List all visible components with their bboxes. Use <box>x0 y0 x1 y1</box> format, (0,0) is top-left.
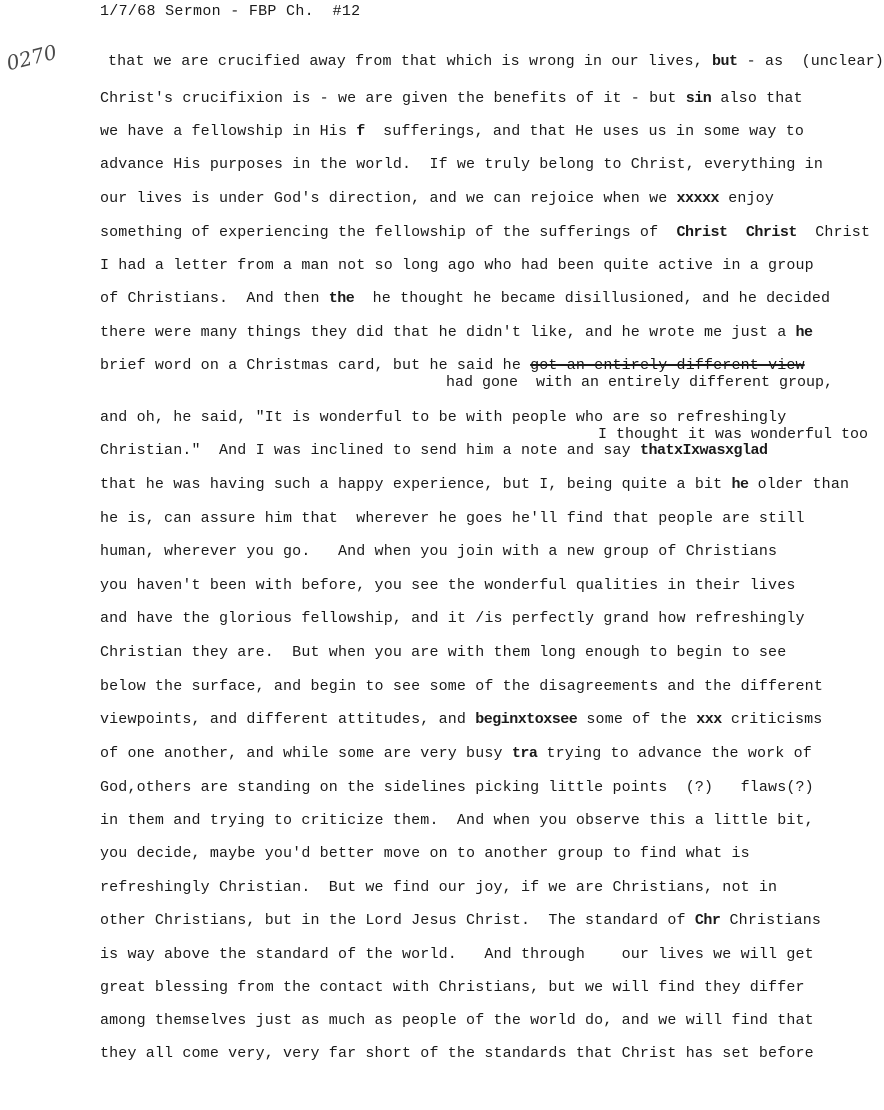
text-line <box>100 1012 814 1030</box>
insertion-line-1: had gone with an entirely different group, <box>446 374 834 391</box>
line-text: there were many things they did that he didn't like, and he wrote me just a <box>100 324 796 341</box>
line-text: they all come very, very far short of the standards that Christ has set before <box>100 1045 814 1062</box>
text-line <box>100 678 823 696</box>
line-text: human, wherever you go. And when you join with a new group of Christians <box>100 543 778 560</box>
line-text: of one another, and while some are very busy <box>100 745 512 762</box>
line-text: trying to advance the work of <box>537 745 812 762</box>
text-line <box>100 123 804 141</box>
strikeout-text: Christ <box>745 224 797 241</box>
line-text: in them and trying to criticize them. And when you observe this a little bit, <box>100 812 814 829</box>
line-text: Christian they are. But when you are with them long enough to begin to see <box>100 644 787 661</box>
text-line <box>100 979 805 997</box>
line-text: among themselves just as much as people of the world do, and we will find that <box>100 1012 814 1029</box>
line-text <box>728 224 746 241</box>
text-line <box>100 912 821 930</box>
line-text: God,others are standing on the sidelines picking little points (?) flaws(?) <box>100 779 814 796</box>
text-line <box>100 442 767 460</box>
strikeout-text: tra <box>511 745 538 762</box>
line-text: of Christians. And then <box>100 290 329 307</box>
line-text: Christ <box>796 224 871 241</box>
archive-number-mark: 0270 <box>4 39 60 76</box>
line-text: our lives is under God's direction, and we can rejoice when we <box>100 190 677 207</box>
line-text: great blessing from the contact with Christians, but we will find they differ <box>100 979 805 996</box>
line-text: he is, can assure him that wherever he goes he'll find that people are still <box>100 510 805 527</box>
strikeout-text: sin <box>685 90 712 107</box>
text-line <box>100 946 814 964</box>
line-text: something of experiencing the fellowship of the sufferings of <box>100 224 677 241</box>
strikeout-text: Christ <box>676 224 728 241</box>
insertion-line-2: I thought it was wonderful too <box>598 426 869 443</box>
strikeout-text: he <box>731 476 749 493</box>
text-line <box>100 879 777 897</box>
text-line <box>108 53 884 71</box>
line-text: some of the <box>577 711 697 728</box>
strikeout-text: the <box>328 290 355 307</box>
text-line <box>100 324 813 342</box>
line-text: that he was having such a happy experience, but I, being quite a bit <box>100 476 732 493</box>
text-line <box>100 224 870 242</box>
line-text: is way above the standard of the world. And through our lives we will get <box>100 946 814 963</box>
strikeout-text: thatxIxwasxglad <box>639 442 768 459</box>
text-line <box>100 510 805 528</box>
text-line <box>100 745 812 763</box>
line-text: Christian." And I was inclined to send him a note and say <box>100 442 640 459</box>
text-line <box>100 476 849 494</box>
strikeout-text: f <box>356 123 365 140</box>
line-text: sufferings, and that He uses us in some way to <box>364 123 805 140</box>
struck-through-text: got-an-entirely-different-view <box>530 357 805 374</box>
line-text: Christ's crucifixion is - we are given the benefits of it - but <box>100 90 686 107</box>
strikeout-text: xxxxx <box>676 190 720 207</box>
line-text: brief word on a Christmas card, but he said he <box>100 357 531 374</box>
line-text: Christians <box>720 912 822 929</box>
line-text: viewpoints, and different attitudes, and <box>100 711 476 728</box>
text-line <box>100 610 805 628</box>
text-line <box>100 257 814 275</box>
text-line <box>100 156 823 174</box>
line-text: you decide, maybe you'd better move on to another group to find what is <box>100 845 750 862</box>
strikeout-text: beginxtoxsee <box>475 711 578 728</box>
strikeout-text: but <box>712 53 738 70</box>
text-line <box>100 409 786 427</box>
strikeout-text: xxx <box>696 711 722 728</box>
line-text: also that <box>711 90 803 107</box>
line-text: and have the glorious fellowship, and it /is perfectly grand how refreshingly <box>100 610 805 627</box>
line-text: criticisms <box>721 711 823 728</box>
text-line <box>100 90 803 108</box>
line-text: he thought he became disillusioned, and he decided <box>354 290 831 307</box>
text-line <box>100 577 796 595</box>
text-line <box>100 845 750 863</box>
line-text: below the surface, and begin to see some of the disagreements and the different <box>100 678 823 695</box>
text-line <box>100 190 774 208</box>
text-line <box>100 711 822 729</box>
text-line <box>100 543 777 561</box>
page-header: 1/7/68 Sermon - FBP Ch. #12 <box>100 3 361 20</box>
strikeout-text: Chr <box>694 912 721 929</box>
text-line <box>100 779 814 797</box>
text-line <box>100 812 814 830</box>
text-line <box>100 290 830 308</box>
line-text: I had a letter from a man not so long ago who had been quite active in a group <box>100 257 814 274</box>
strikeout-text: he <box>795 324 813 341</box>
line-text: you haven't been with before, you see the wonderful qualities in their lives <box>100 577 796 594</box>
text-line <box>100 1045 814 1063</box>
line-text: other Christians, but in the Lord Jesus Christ. The standard of <box>100 912 695 929</box>
line-text: advance His purposes in the world. If we truly belong to Christ, everything in <box>100 156 823 173</box>
line-text: that we are crucified away from that which is wrong in our lives, <box>108 53 712 70</box>
line-text: refreshingly Christian. But we find our joy, if we are Christians, not in <box>100 879 778 896</box>
line-text: older than <box>748 476 850 493</box>
text-line <box>100 357 805 375</box>
text-line <box>100 644 786 662</box>
line-text: and oh, he said, "It is wonderful to be with people who are so refreshingly <box>100 409 787 426</box>
line-text: enjoy <box>719 190 774 207</box>
line-text: we have a fellowship in His <box>100 123 357 140</box>
line-text: - as (unclear) <box>737 53 884 70</box>
